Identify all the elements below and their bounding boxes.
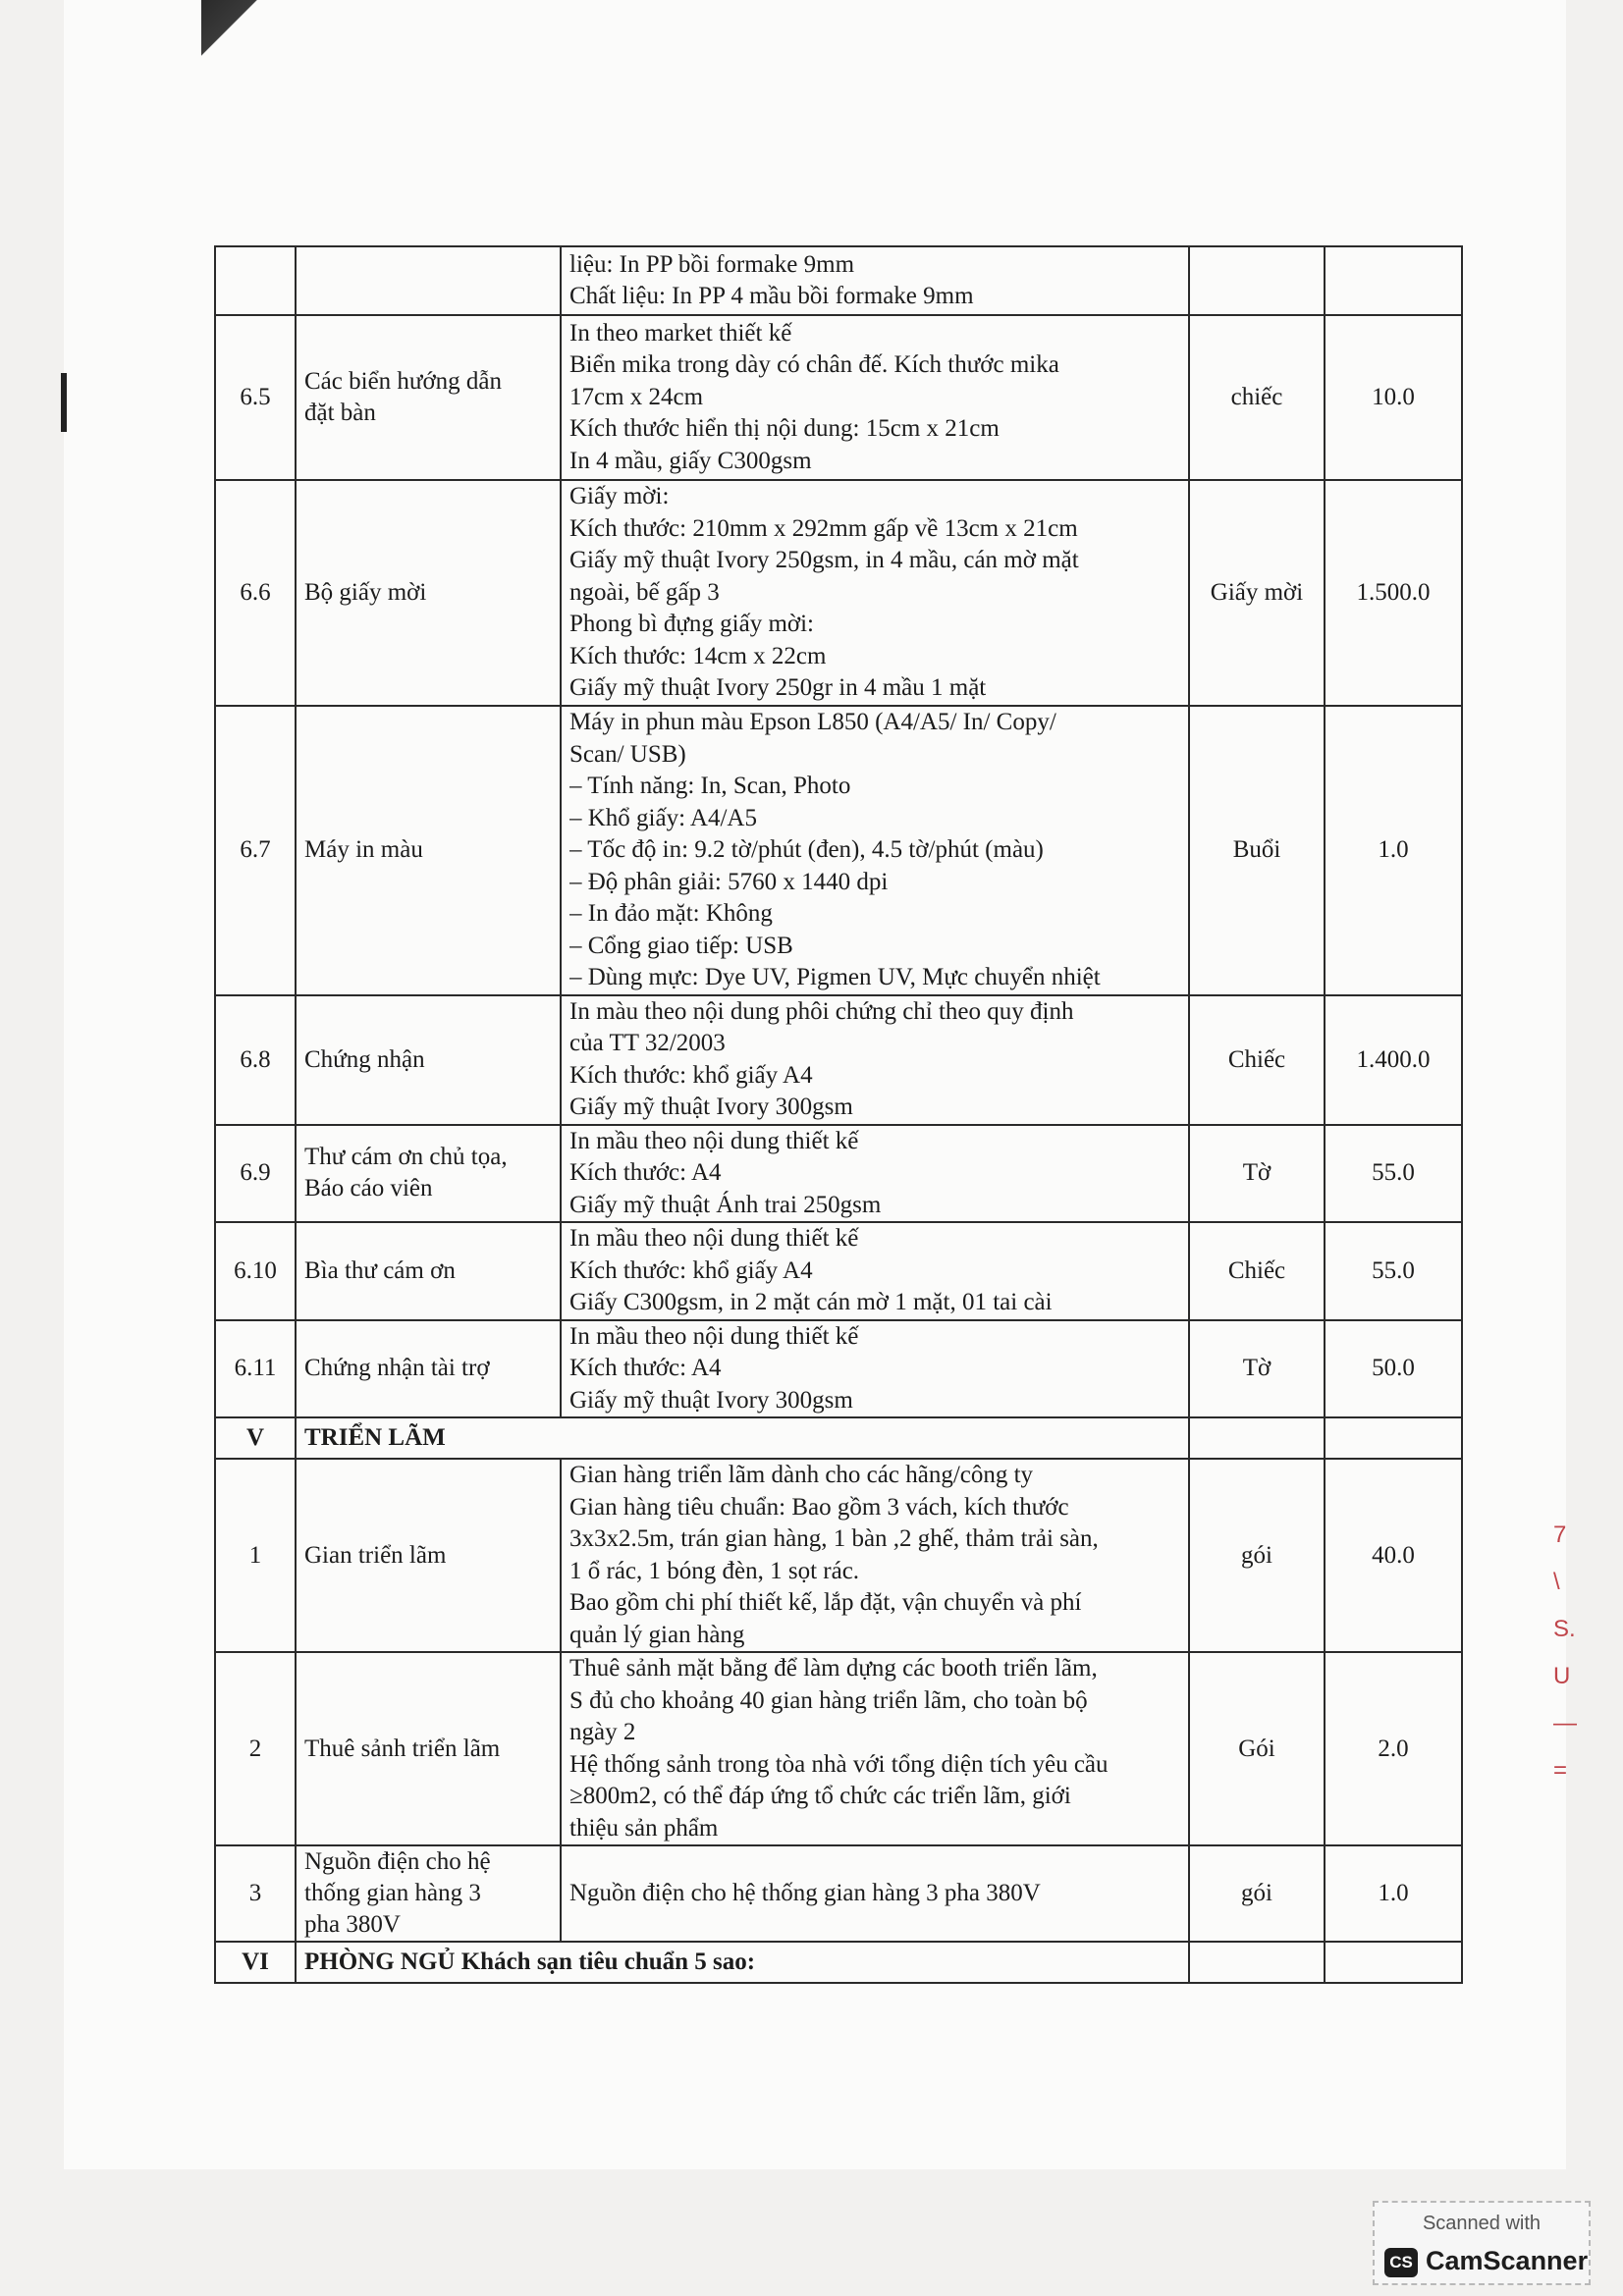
margin-stamp-marks: [1553, 1512, 1583, 1794]
item-number: [215, 246, 296, 315]
stamp-mark-glyph: —: [1553, 1710, 1577, 1736]
item-description-line: Kích thước: 14cm x 22cm: [569, 642, 827, 669]
item-description-line: ≥800m2, có thể đáp ứng tổ chức các triển lãm, giới: [569, 1783, 1071, 1809]
item-description-line: In 4 mầu, giấy C300gsm: [569, 447, 812, 474]
item-description-line: Giấy mỹ thuật Ivory 250gr in 4 mầu 1 mặt: [569, 674, 987, 702]
item-description-line: Biển mika trong dày có chân đế. Kích thước mika: [569, 351, 1059, 379]
item-quantity: 55.0: [1325, 1222, 1462, 1320]
item-unit: [1189, 246, 1325, 315]
item-description-line: – In đảo mặt: Không: [569, 900, 773, 927]
scanned-with-text: Scanned with: [1422, 2213, 1542, 2234]
item-name: [296, 1459, 561, 1652]
item-description-line: ngoài, bế gấp 3: [569, 578, 720, 606]
item-quantity: 1.400.0: [1325, 995, 1462, 1125]
camscanner-logo-icon: CS: [1384, 2248, 1418, 2277]
empty-cell: [1325, 1417, 1462, 1459]
table-row: [215, 315, 1462, 480]
item-name-line: Các biển hướng dẫn: [304, 368, 503, 395]
item-name-line: pha 380V: [304, 1911, 401, 1938]
item-name: [296, 246, 561, 315]
item-unit: Giấy mời: [1189, 480, 1325, 706]
item-name-line: Báo cáo viên: [304, 1175, 433, 1202]
table-row: [215, 995, 1462, 1125]
section-title: PHÒNG NGỦ Khách sạn tiêu chuẩn 5 sao:: [296, 1942, 1189, 1983]
item-name: [296, 315, 561, 480]
item-number: 6.11: [215, 1320, 296, 1418]
item-description: [561, 1845, 1189, 1942]
item-unit: gói: [1189, 1845, 1325, 1942]
item-unit: Tờ: [1189, 1125, 1325, 1223]
item-quantity: [1325, 246, 1462, 315]
item-name: [296, 480, 561, 706]
empty-cell: [1189, 1942, 1325, 1983]
item-description-line: quản lý gian hàng: [569, 1621, 745, 1648]
item-description-line: Giấy mỹ thuật Ivory 250gsm, in 4 mầu, cán mờ mặt: [569, 547, 1079, 574]
section-title: TRIỂN LÃM: [296, 1417, 1189, 1459]
item-description: [561, 995, 1189, 1125]
item-description-line: liệu: In PP bồi formake 9mm: [569, 250, 855, 278]
item-description-line: Kích thước hiển thị nội dung: 15cm x 21cm: [569, 415, 1000, 443]
item-number: 6.5: [215, 315, 296, 480]
table-row: [215, 1459, 1462, 1652]
table-row: [215, 246, 1462, 315]
item-quantity: 1.500.0: [1325, 480, 1462, 706]
item-number: 6.8: [215, 995, 296, 1125]
item-number: 6.6: [215, 480, 296, 706]
item-description-line: – Khổ giấy: A4/A5: [569, 804, 757, 831]
item-name: [296, 1320, 561, 1418]
item-unit: gói: [1189, 1459, 1325, 1652]
item-unit: Tờ: [1189, 1320, 1325, 1418]
item-unit: Chiếc: [1189, 995, 1325, 1125]
item-description-line: 3x3x2.5m, trán gian hàng, 1 bàn ,2 ghế, thảm trải sàn,: [569, 1525, 1099, 1552]
table-row: [215, 1845, 1462, 1942]
specification-table: [214, 245, 1463, 1984]
item-description-line: In theo market thiết kế: [569, 319, 792, 347]
item-description-line: thiệu sản phẩm: [569, 1814, 719, 1842]
item-description-line: Gian hàng triển lãm dành cho các hãng/công ty: [569, 1462, 1034, 1488]
item-name-line: Bộ giấy mời: [304, 579, 427, 606]
item-description-line: Giấy mời:: [569, 483, 670, 510]
item-description-line: Hệ thống sảnh trong tòa nhà với tổng diện tích yêu cầu: [569, 1750, 1109, 1778]
table-row: [215, 1320, 1462, 1418]
item-quantity: 1.0: [1325, 1845, 1462, 1942]
item-quantity: 2.0: [1325, 1652, 1462, 1845]
page-edge-mark: [61, 373, 67, 432]
item-description-line: S đủ cho khoảng 40 gian hàng triển lãm, cho toàn bộ: [569, 1686, 1088, 1714]
item-number: 6.10: [215, 1222, 296, 1320]
item-description-line: In mầu theo nội dung thiết kế: [569, 1127, 859, 1154]
item-description-line: Giấy C300gsm, in 2 mặt cán mờ 1 mặt, 01 tai cài: [569, 1289, 1053, 1315]
item-number: 6.9: [215, 1125, 296, 1223]
table-row: [215, 1125, 1462, 1223]
item-description-line: – Cổng giao tiếp: USB: [569, 932, 793, 959]
item-name: [296, 706, 561, 995]
item-description: [561, 1125, 1189, 1223]
stamp-mark-glyph: S.: [1553, 1616, 1576, 1642]
item-name-line: Gian triển lãm: [304, 1541, 447, 1569]
item-description-line: 1 ổ rác, 1 bóng đèn, 1 sọt rác.: [569, 1557, 860, 1584]
item-description-line: Chất liệu: In PP 4 mầu bồi formake 9mm: [569, 283, 974, 309]
item-name-line: Thuê sảnh triển lãm: [304, 1735, 501, 1762]
item-description-line: Giấy mỹ thuật Ivory 300gsm: [569, 1386, 853, 1414]
section-row: [215, 1942, 1462, 1983]
item-description-line: Nguồn điện cho hệ thống gian hàng 3 pha 380V: [569, 1879, 1041, 1906]
item-name-line: Máy in màu: [304, 836, 423, 864]
item-description: [561, 315, 1189, 480]
camscanner-name: CamScanner: [1426, 2246, 1589, 2275]
item-unit: Chiếc: [1189, 1222, 1325, 1320]
table-row: [215, 1652, 1462, 1845]
section-row: [215, 1417, 1462, 1459]
item-description-line: – Dùng mực: Dye UV, Pigmen UV, Mực chuyển nhiệt: [569, 964, 1101, 990]
item-description: [561, 1459, 1189, 1652]
item-description-line: Thuê sảnh mặt bằng để làm dựng các booth triển lãm,: [569, 1655, 1098, 1682]
item-number: 6.7: [215, 706, 296, 995]
item-description: [561, 1652, 1189, 1845]
stamp-mark-glyph: 7: [1553, 1522, 1567, 1548]
fold-shadow: [201, 0, 270, 69]
item-description-line: Giấy mỹ thuật Ivory 300gsm: [569, 1094, 853, 1120]
item-description-line: Kích thước: khổ giấy A4: [569, 1061, 813, 1089]
item-description-line: Phong bì đựng giấy mời:: [569, 611, 814, 638]
camscanner-badge: [1373, 2201, 1591, 2285]
item-description-line: Kích thước: A4: [569, 1159, 722, 1186]
section-number: VI: [215, 1942, 296, 1983]
item-description-line: – Độ phân giải: 5760 x 1440 dpi: [569, 868, 889, 895]
item-description-line: – Tốc độ in: 9.2 tờ/phút (đen), 4.5 tờ/phút (màu): [569, 836, 1044, 863]
item-unit: Gói: [1189, 1652, 1325, 1845]
item-description-line: Bao gồm chi phí thiết kế, lắp đặt, vận chuyển và phí: [569, 1589, 1082, 1616]
item-number: 3: [215, 1845, 296, 1942]
item-description: [561, 706, 1189, 995]
item-name-line: Bìa thư cám ơn: [304, 1256, 456, 1284]
item-description-line: Kích thước: khổ giấy A4: [569, 1256, 813, 1284]
item-description-line: In màu theo nội dung phôi chứng chỉ theo quy định: [569, 997, 1074, 1025]
item-name: [296, 1222, 561, 1320]
item-description-line: Máy in phun màu Epson L850 (A4/A5/ In/ Copy/: [569, 709, 1056, 735]
item-name-line: thống gian hàng 3: [304, 1880, 481, 1906]
item-name-line: Thư cám ơn chủ tọa,: [304, 1144, 508, 1171]
item-unit: Buổi: [1189, 706, 1325, 995]
item-name: [296, 1125, 561, 1223]
item-description-line: In mầu theo nội dung thiết kế: [569, 1225, 859, 1252]
item-unit: chiếc: [1189, 315, 1325, 480]
item-description-line: Kích thước: A4: [569, 1355, 722, 1381]
item-name-line: Chứng nhận: [304, 1045, 425, 1073]
item-description: [561, 1320, 1189, 1418]
item-name: [296, 1845, 561, 1942]
item-description: [561, 1222, 1189, 1320]
table-row: [215, 480, 1462, 706]
item-description-line: 17cm x 24cm: [569, 383, 704, 410]
item-description-line: của TT 32/2003: [569, 1030, 726, 1056]
item-number: 1: [215, 1459, 296, 1652]
item-description-line: Scan/ USB): [569, 740, 686, 768]
item-name: [296, 1652, 561, 1845]
item-number: 2: [215, 1652, 296, 1845]
item-name-line: Nguồn điện cho hệ: [304, 1848, 491, 1875]
empty-cell: [1189, 1417, 1325, 1459]
section-number: V: [215, 1417, 296, 1459]
stamp-mark-glyph: U: [1553, 1663, 1571, 1689]
item-description: [561, 246, 1189, 315]
item-description-line: Giấy mỹ thuật Ánh trai 250gsm: [569, 1191, 882, 1218]
item-description-line: Gian hàng tiêu chuẩn: Bao gồm 3 vách, kích thước: [569, 1493, 1069, 1521]
stamp-mark-glyph: =: [1553, 1757, 1568, 1784]
item-name-line: đặt bàn: [304, 400, 376, 426]
item-description-line: – Tính năng: In, Scan, Photo: [569, 773, 851, 799]
item-quantity: 50.0: [1325, 1320, 1462, 1418]
item-quantity: 1.0: [1325, 706, 1462, 995]
stamp-mark-glyph: \: [1553, 1569, 1560, 1595]
table-row: [215, 1222, 1462, 1320]
item-quantity: 10.0: [1325, 315, 1462, 480]
item-name-line: Chứng nhận tài trợ: [304, 1355, 490, 1382]
table-row: [215, 706, 1462, 995]
item-description: [561, 480, 1189, 706]
item-quantity: 55.0: [1325, 1125, 1462, 1223]
item-quantity: 40.0: [1325, 1459, 1462, 1652]
item-description-line: In mầu theo nội dung thiết kế: [569, 1322, 859, 1350]
item-description-line: Kích thước: 210mm x 292mm gấp về 13cm x 21cm: [569, 514, 1078, 542]
item-name: [296, 995, 561, 1125]
item-description-line: ngày 2: [569, 1719, 636, 1745]
empty-cell: [1325, 1942, 1462, 1983]
